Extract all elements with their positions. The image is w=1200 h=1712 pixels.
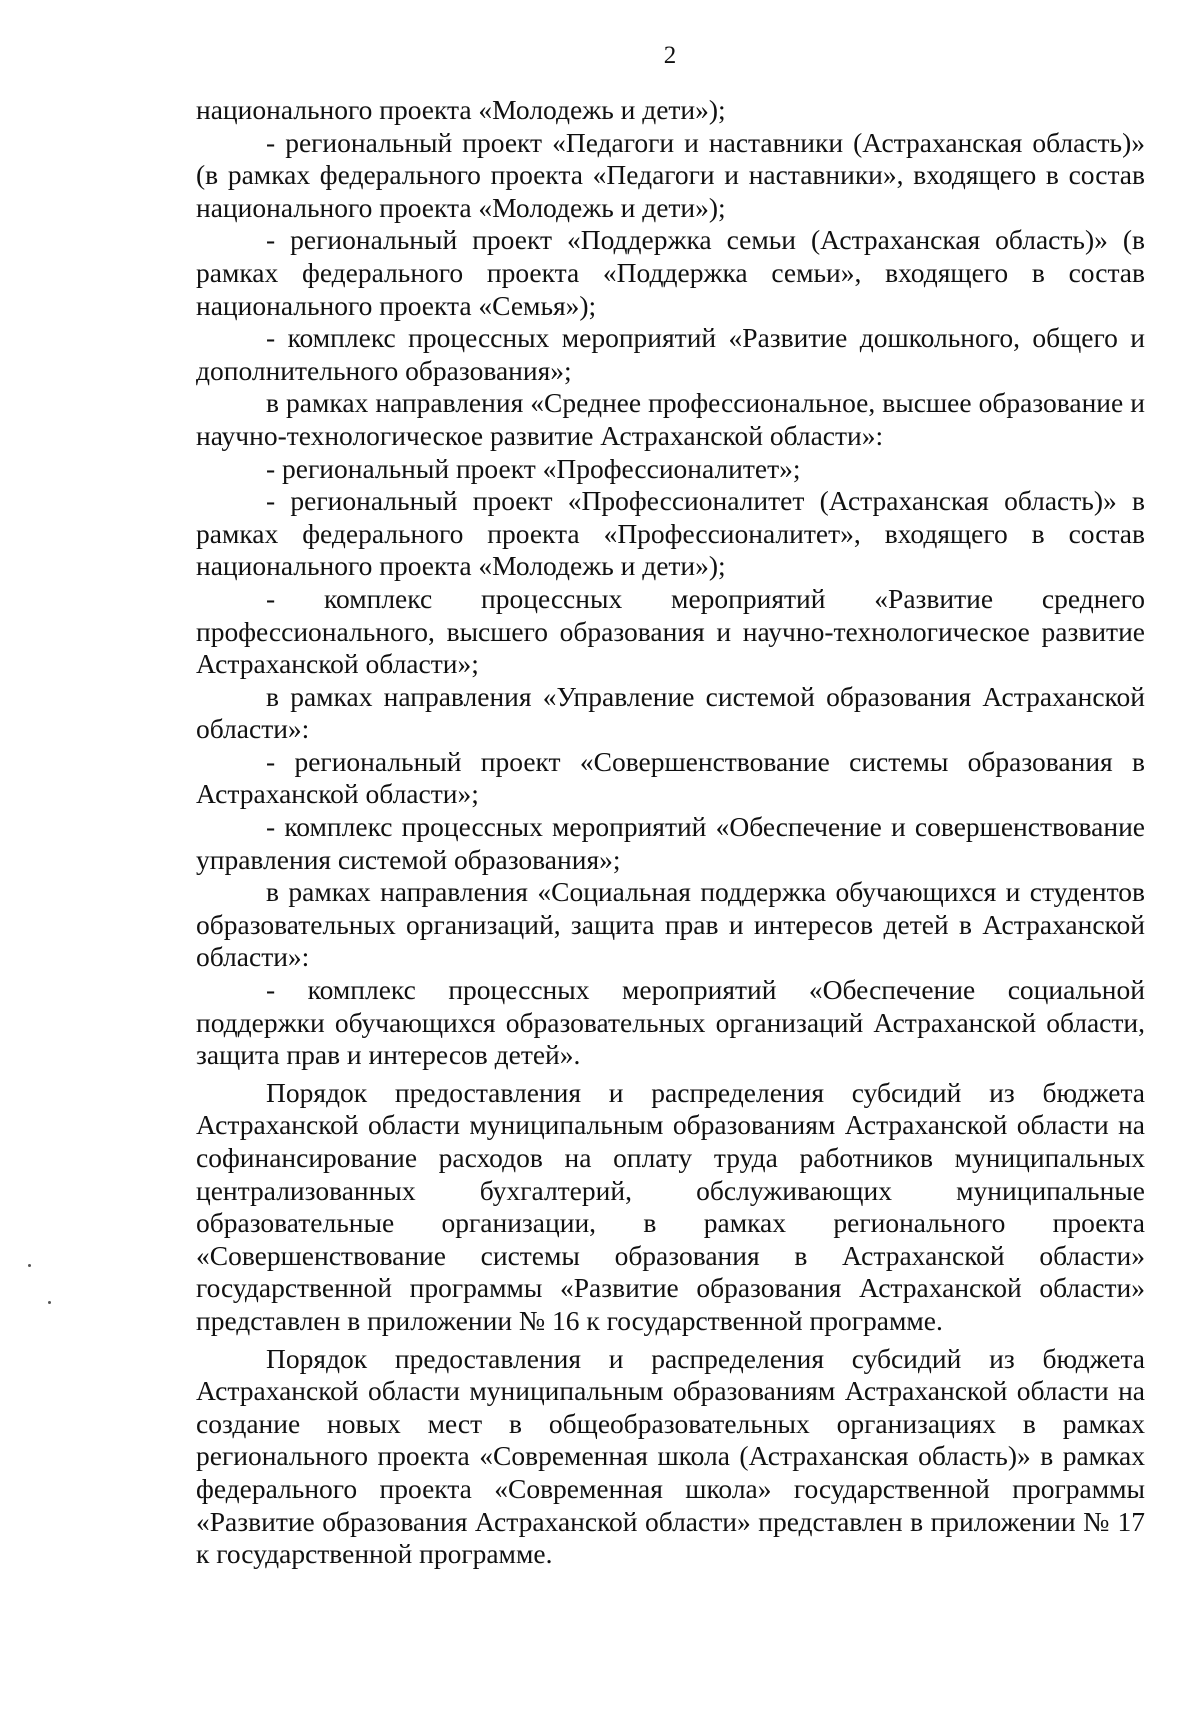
list-item-process-complex-preschool: - комплекс процессных мероприятий «Развитие дошкольного, общего и дополнительного образования»; (196, 322, 1145, 386)
list-item-process-complex-management: - комплекс процессных мероприятий «Обеспечение и совершенствование управления системой образования»; (196, 811, 1145, 875)
paragraph-continuation: национального проекта «Молодежь и дети»); (196, 94, 726, 125)
list-item-regional-project-family: - региональный проект «Поддержка семьи (Астраханская область)» (в рамках федерального проекта «Поддержка семьи», входящего в состав национального проекта «Семья»); (196, 224, 1145, 321)
page-number: 2 (663, 42, 677, 69)
list-item-process-complex-vocational: - комплекс процессных мероприятий «Развитие среднего профессионального, высшего образования и научно-технологическое развитие Астраханской области»; (196, 582, 1145, 680)
list-item-regional-project-professionalitet-astrakhan: - региональный проект «Профессионалитет (Астраханская область)» в рамках федерального проекта «Профессионалитет», входящего в состав национального проекта «Молодежь и дети»); (196, 485, 1145, 582)
list-item-process-complex-social-support: - комплекс процессных мероприятий «Обеспечение социальной поддержки обучающихся образовательных организаций Астраханской области, защита прав и интересов детей». (196, 974, 1145, 1071)
list-item-regional-project-professionalitet: - региональный проект «Профессионалитет»; (266, 452, 801, 484)
document-body (196, 94, 1145, 1571)
list-item-regional-project-teachers: - региональный проект «Педагоги и наставники (Астраханская область)» (в рамках федерального проекта «Педагоги и наставники», входящего в состав национального проекта «Молодежь и дети»); (196, 126, 1145, 223)
section-heading-vocational-education: в рамках направления «Среднее профессиональное, высшее образование и научно-технологическое развитие Астраханской области»: (196, 387, 1145, 451)
list-item-regional-project-improvement: - региональный проект «Совершенствование системы образования в Астраханской области»; (196, 745, 1145, 810)
section-heading-education-management: в рамках направления «Управление системой образования Астраханской области»: (196, 680, 1145, 745)
paragraph-subsidies-accounting: Порядок предоставления и распределения субсидий из бюджета Астраханской области муниципальным образованиям Астраханской области на софинансирование расходов на оплату труда работников муниципальных централизованных бухгалтерий, обслуживающих муниципальные образовательные организации, в рамках регионального проекта «Совершенствование системы образования в Астраханской области» государственной программы «Развитие образования Астраханской области» представлен в приложении № 16 к государственной программе. (196, 1076, 1145, 1336)
scan-speck (28, 1264, 31, 1267)
scan-speck (48, 1301, 51, 1304)
section-heading-social-support: в рамках направления «Социальная поддержка обучающихся и студентов образовательных организаций, защита прав и интересов детей в Астраханской области»: (196, 876, 1145, 973)
paragraph-subsidies-new-places: Порядок предоставления и распределения субсидий из бюджета Астраханской области муниципальным образованиям Астраханской области на создание новых мест в общеобразовательных организациях в рамках регионального проекта «Современная школа (Астраханская область)» в рамках федерального проекта «Современная школа» государственной программы «Развитие образования Астраханской области» представлен в приложении № 17 к государственной программе. (196, 1342, 1145, 1570)
